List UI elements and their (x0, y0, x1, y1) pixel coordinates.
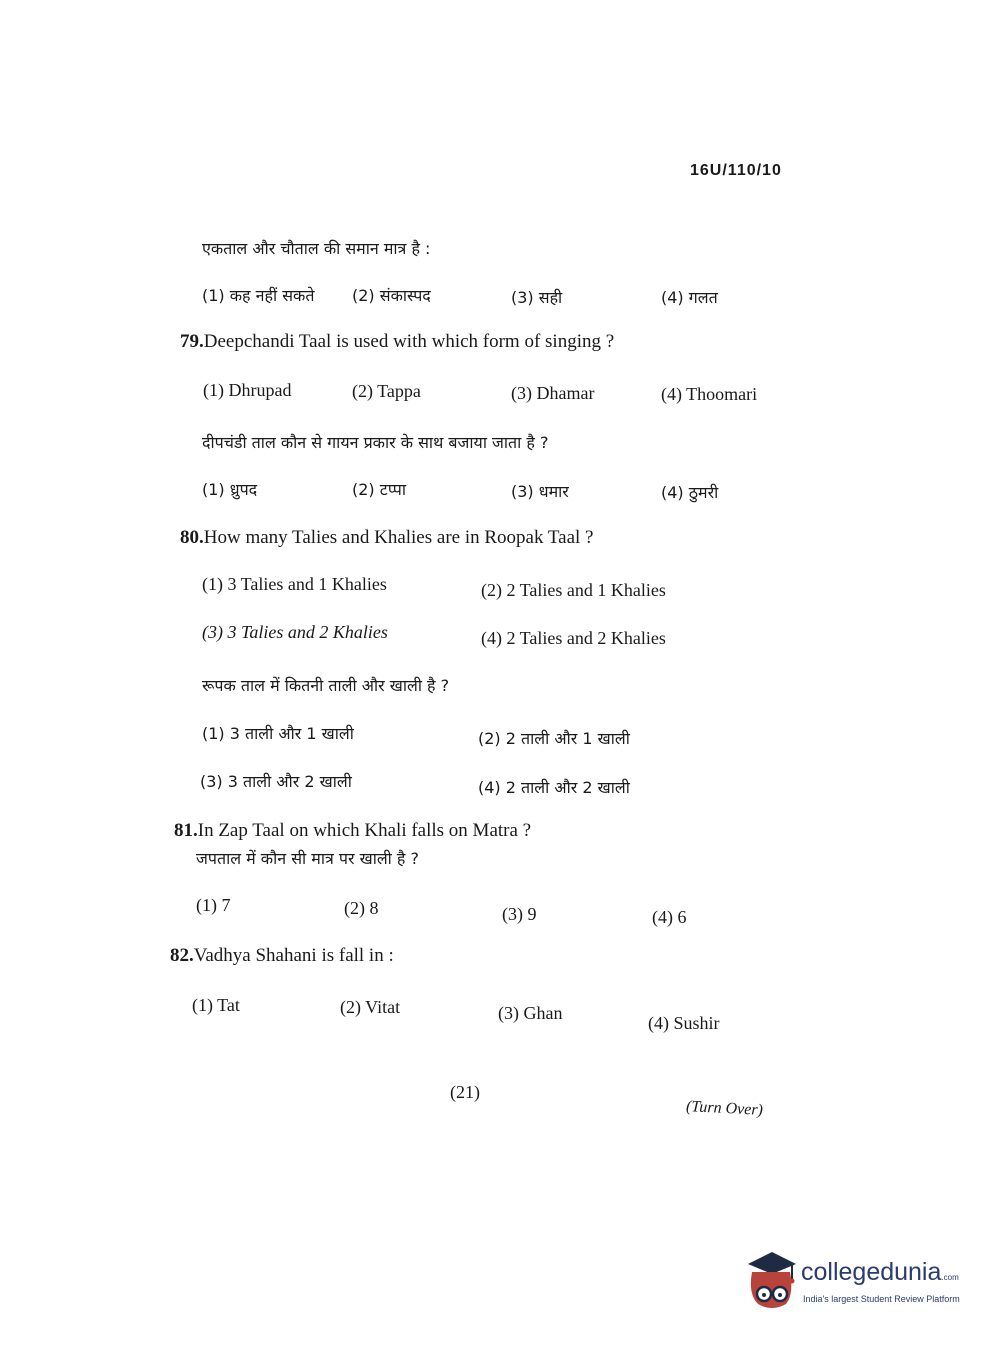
q78-option-2: (2) संकास्पद (352, 286, 431, 305)
q79-option-1: (1) Dhrupad (203, 380, 292, 400)
q79-option-3-hindi: (3) धमार (511, 482, 569, 501)
q81-option-4: (4) 6 (652, 907, 687, 927)
q82-option-3: (3) Ghan (498, 1003, 563, 1023)
page-code: 16U/110/10 (690, 162, 782, 179)
turn-over-note: (Turn Over) (685, 1098, 764, 1120)
q80-option-4: (4) 2 Talies and 2 Khalies (481, 628, 666, 648)
q79-question-hindi: दीपचंडी ताल कौन से गायन प्रकार के साथ बजाया जाता है ? (202, 433, 549, 452)
q82-question (170, 945, 394, 967)
q78-option-1: (1) कह नहीं सकते (202, 286, 315, 305)
brand-tagline: India's largest Student Review Platform (803, 1294, 960, 1304)
q80-question-english: How many Talies and Khalies are in Roopak Taal ? (203, 527, 594, 548)
graduate-mascot-icon (742, 1250, 800, 1316)
q82-option-1: (1) Tat (192, 995, 240, 1015)
q79-option-4-hindi: (4) ठुमरी (661, 483, 719, 502)
q79-question (180, 331, 614, 353)
q81-question-hindi: जपताल में कौन सी मात्र पर खाली है ? (196, 849, 419, 868)
brand-suffix: .com (941, 1273, 959, 1282)
q80-option-3-hindi: (3) 3 ताली और 2 खाली (200, 772, 352, 791)
q80-number: 80. (180, 527, 204, 548)
q80-option-4-hindi: (4) 2 ताली और 2 खाली (478, 778, 630, 797)
q80-option-1: (1) 3 Talies and 1 Khalies (202, 574, 387, 594)
q79-option-1-hindi: (1) ध्रुपद (202, 480, 258, 499)
q79-question-english: Deepchandi Taal is used with which form of singing ? (203, 331, 615, 352)
q82-option-4: (4) Sushir (648, 1013, 720, 1033)
q81-number: 81. (174, 820, 198, 841)
q80-option-3: (3) 3 Talies and 2 Khalies (202, 622, 388, 642)
q80-option-2-hindi: (2) 2 ताली और 1 खाली (478, 729, 630, 748)
q80-question-hindi: रूपक ताल में कितनी ताली और खाली है ? (202, 676, 450, 695)
q78-option-4: (4) गलत (661, 288, 718, 307)
q78-option-3: (3) सही (511, 288, 563, 307)
q81-question-english: In Zap Taal on which Khali falls on Matra ? (197, 820, 532, 841)
q79-option-2-hindi: (2) टप्पा (352, 480, 406, 499)
collegedunia-watermark (742, 1250, 972, 1320)
q79-option-2: (2) Tappa (352, 381, 421, 401)
q81-option-1: (1) 7 (196, 895, 231, 915)
q79-option-3: (3) Dhamar (511, 383, 595, 403)
q79-option-4: (4) Thoomari (661, 384, 758, 404)
q80-option-1-hindi: (1) 3 ताली और 1 खाली (202, 724, 354, 743)
page-number: (21) (450, 1082, 480, 1102)
q80-option-2: (2) 2 Talies and 1 Khalies (481, 580, 666, 600)
q81-option-3: (3) 9 (502, 904, 537, 924)
brand-name: collegedunia.com (801, 1258, 959, 1286)
q82-question-english: Vadhya Shahani is fall in : (193, 945, 394, 966)
q81-question (174, 820, 531, 842)
q82-number: 82. (170, 945, 194, 966)
q79-number: 79. (180, 331, 204, 352)
q82-option-2: (2) Vitat (340, 997, 401, 1017)
q80-question (180, 527, 593, 549)
q81-option-2: (2) 8 (344, 898, 379, 918)
q78-question-hindi: एकताल और चौताल की समान मात्र है : (202, 239, 431, 258)
